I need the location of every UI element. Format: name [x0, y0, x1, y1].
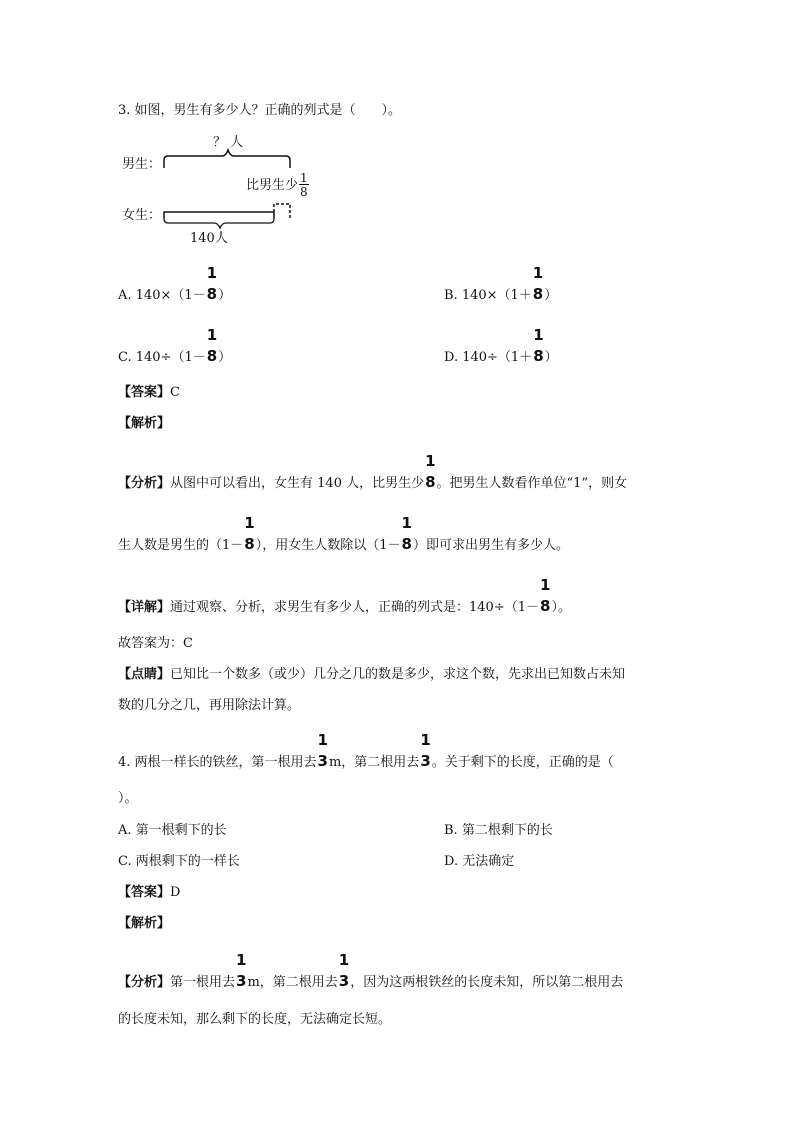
fenxi-text: 从图中可以看出，女生有 140 人，比男生少 [170, 476, 425, 491]
fenxi-frac [425, 454, 435, 490]
girls-label: 女生： [122, 208, 162, 223]
q3-fenxi-line2 [118, 516, 569, 552]
answer-value: C [170, 385, 180, 400]
frac-num: 1 [244, 514, 255, 532]
q3-option-d [444, 328, 558, 364]
fenxi-tag: 【分析】 [118, 975, 171, 990]
less-frac-num: 1 [300, 171, 308, 185]
answer-value: D [170, 885, 181, 900]
q3-dianjing-line2: 数的几分之几，再用除法计算。 [118, 698, 301, 713]
q3-gu: 故答案为：C [118, 636, 193, 651]
q4-option-c: C. 两根剩下的一样长 [118, 854, 240, 869]
xiangjie-text: 通过观察、分析，求男生有多少人，正确的列式是：140÷（1－ [170, 600, 539, 615]
frac-num: 1 [206, 326, 218, 344]
boys-label: 男生： [122, 157, 162, 172]
frac-num: 1 [420, 731, 431, 749]
xiangjie-tag: 【详解】 [118, 600, 171, 615]
frac-den: 8 [244, 535, 255, 553]
frac-den: 3 [317, 752, 328, 770]
q3-xiangjie [118, 578, 571, 614]
frac-num: 1 [532, 264, 544, 282]
frac-den: 8 [532, 285, 544, 303]
q4-stem-end: ）。 [118, 791, 138, 806]
less-frac-den: 8 [300, 185, 308, 199]
q4-answer [118, 886, 180, 899]
q3-option-a-prefix: A. 140×（1－ [118, 288, 206, 303]
girls-brace [164, 218, 274, 228]
fenxi-frac [339, 953, 349, 989]
frac-num: 1 [540, 576, 551, 594]
q4-stem-text: 4. 两根一样长的铁丝，第一根用去 [118, 755, 317, 770]
frac-den: 3 [420, 752, 431, 770]
q4-frac2 [420, 733, 430, 769]
q3-option-c-frac [207, 328, 217, 364]
girls-bar [164, 212, 274, 218]
q3-option-c-prefix: C. 140÷（1－ [118, 350, 206, 365]
q4-stem-text: 。关于剩下的长度，正确的是（ [431, 755, 614, 770]
frac-den: 3 [236, 972, 247, 990]
frac-num: 1 [338, 951, 350, 969]
answer-tag: 【答案】 [118, 885, 171, 900]
boys-brace [164, 150, 290, 168]
fenxi-text: ），用女生人数除以（1－ [255, 538, 401, 553]
frac-num: 1 [401, 514, 412, 532]
q3-option-a-suffix: ） [218, 288, 232, 303]
fenxi-tag: 【分析】 [118, 476, 171, 491]
less-part [274, 204, 290, 218]
less-fraction [299, 172, 309, 198]
q3-option-b-prefix: B. 140×（1＋ [444, 288, 532, 303]
fenxi-frac [402, 516, 412, 552]
girls-count: 140人 [190, 231, 228, 246]
frac-den: 8 [206, 285, 218, 303]
q3-option-d-suffix: ） [544, 350, 558, 365]
q4-stem [118, 733, 614, 769]
dianjing-text: 已知比一个数多（或少）几分之几的数是多少，求这个数，先求出已知数占未知 [170, 667, 626, 682]
question-label: ？ 人 [213, 135, 244, 150]
frac-den: 8 [425, 473, 436, 491]
xiangjie-frac [540, 578, 550, 614]
q3-analysis-tag: 【解析】 [118, 416, 171, 431]
frac-den: 8 [401, 535, 412, 553]
fenxi-text: 生人数是男生的（1－ [118, 538, 244, 553]
q4-frac1 [318, 733, 328, 769]
q3-dianjing-line1 [118, 668, 625, 681]
frac-num: 1 [425, 452, 436, 470]
q3-option-b-frac [533, 266, 543, 302]
frac-den: 8 [540, 597, 551, 615]
frac-den: 3 [338, 972, 350, 990]
frac-num: 1 [533, 326, 544, 344]
dianjing-tag: 【点睛】 [118, 667, 171, 682]
q4-fenxi-line2: 的长度未知，那么剩下的长度，无法确定长短。 [118, 1012, 392, 1027]
less-label-wrap [246, 172, 310, 198]
q3-option-d-prefix: D. 140÷（1＋ [444, 350, 533, 365]
q3-option-d-frac [533, 328, 543, 364]
q3-option-a [118, 266, 231, 302]
frac-num: 1 [317, 731, 328, 749]
q4-analysis-tag: 【解析】 [118, 916, 171, 931]
q3-option-b-suffix: ） [544, 288, 558, 303]
q3-fenxi-line1 [118, 454, 627, 490]
xiangjie-text: ）。 [551, 600, 571, 615]
q3-option-a-frac [207, 266, 217, 302]
fenxi-frac [236, 953, 246, 989]
fenxi-text: 第一根用去 [170, 975, 236, 990]
fenxi-frac [244, 516, 254, 552]
q4-stem-text: m，第二根用去 [328, 755, 420, 770]
q3-stem: 3. 如图，男生有多少人？正确的列式是（ ）。 [118, 103, 402, 118]
fenxi-text: ，因为这两根铁丝的长度未知，所以第二根用去 [350, 975, 624, 990]
q4-fenxi-line1 [118, 953, 623, 989]
q4-option-a: A. 第一根剩下的长 [118, 823, 227, 838]
frac-den: 8 [533, 347, 544, 365]
frac-num: 1 [206, 264, 218, 282]
q3-option-c-suffix: ） [218, 350, 232, 365]
q3-option-b [444, 266, 557, 302]
q3-answer [118, 386, 180, 399]
q4-option-b: B. 第二根剩下的长 [444, 823, 553, 838]
fenxi-text: ）即可求出男生有多少人。 [412, 538, 569, 553]
q3-option-c [118, 328, 231, 364]
fenxi-text: m，第二根用去 [247, 975, 338, 990]
frac-den: 8 [206, 347, 218, 365]
q4-option-d: D. 无法确定 [444, 854, 515, 869]
answer-tag: 【答案】 [118, 385, 171, 400]
fenxi-text: 。把男生人数看作单位“1”，则女 [436, 476, 628, 491]
less-label: 比男生少 [246, 177, 299, 193]
frac-num: 1 [236, 951, 247, 969]
